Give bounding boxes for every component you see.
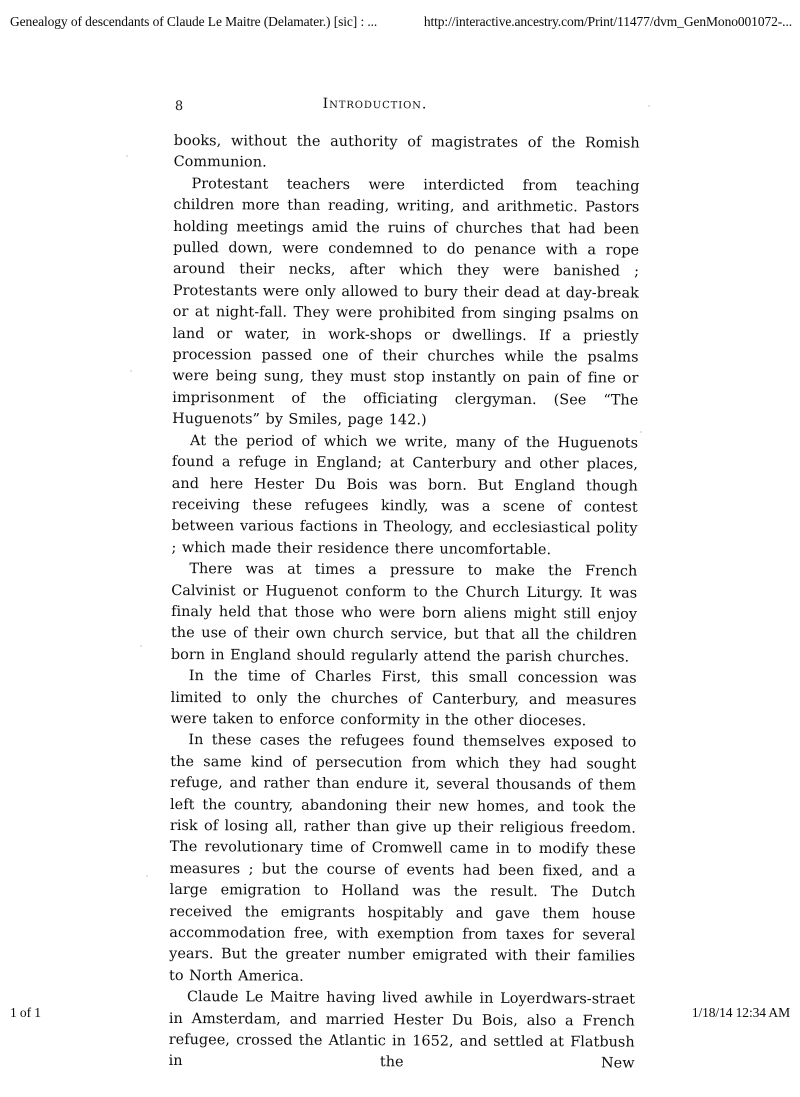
- page-folio-number: 8: [174, 99, 184, 115]
- print-header-document-title: Genealogy of descendants of Claude Le Maitre (Delamater.) [sic] : ...: [10, 14, 378, 29]
- print-footer-timestamp: 1/18/14 12:34 AM: [691, 1005, 790, 1020]
- paragraph: At the period of which we write, many of the Huguenots found a refuge in England; at Canterbury and other places, and here Hester Du Bois was born. But England though receiving these refugees kindly, was a scene of contest between various factions in Theology, and ecclesiastical polity ; which made their residence there uncomfortable.: [171, 432, 639, 558]
- paragraph: In these cases the refugees found themselves exposed to the same kind of persecution from which they had sought refuge, and rather than endure it, several thousands of them left the country, abandoning their new homes, and took the risk of losing all, rather than give up their religious freedom. The revolutionary time of Cromwell came in to modify these measures ; but the course of events had been fixed, and a large emigration to Holland was the result. The Dutch received the emigrants hospitably and gave them house accommodation free, with exemption from taxes for several years. But the greater number emigrated with their families to North America.: [169, 732, 637, 985]
- paragraph: There was at times a pressure to make the French Calvinist or Huguenot conform to the Church Liturgy. It was finaly held that those who were born aliens might still enjoy the use of their own church service, but that all the children born in England should regularly attend the parish churches.: [170, 561, 638, 666]
- scan-speck: [130, 370, 132, 372]
- print-header: [0, 14, 800, 34]
- scan-speck: [126, 155, 128, 157]
- page-body-text: [168, 131, 639, 1097]
- paragraph: In the time of Charles First, this small concession was limited to only the churches of Canterbury, and measures were taken to enforce conformity in the other dioceses.: [170, 668, 637, 730]
- running-head: [174, 95, 640, 124]
- paragraph: Claude Le Maitre having lived awhile in Loyerdwars-straet in Amsterdam, and married Hester Du Bois, also a French refugee, crossed the Atlantic in 1652, and settled at Flatbush in the New: [168, 989, 635, 1073]
- scan-speck: [640, 431, 642, 433]
- paragraph: Protestant teachers were interdicted from teaching children more than reading, writing, and arithmetic. Pastors holding meetings amid the ruins of churches that had been pulled down, were condemned to do penance with a rope around their necks, after which they were banished ; Protestants were only allowed to bury their dead at day-break or at night-fall. They were prohibited from singing psalms on land or water, in work-shops or dwellings. If a priestly procession passed one of their churches while the psalms were being sung, they must stop instantly on pain of fine or imprisonment of the officiating clergyman. (See “The Huguenots” by Smiles, page 142.): [172, 175, 640, 429]
- paragraph: books, without the authority of magistrates of the Romish Communion.: [173, 132, 640, 171]
- print-header-url: http://interactive.ancestry.com/Print/11477/dvm_GenMono001072-...: [423, 14, 792, 29]
- scan-speck: [648, 105, 650, 107]
- scan-speck: [146, 875, 148, 877]
- print-footer: [0, 1005, 800, 1025]
- print-footer-page-indicator: 1 of 1: [10, 1005, 41, 1020]
- scanned-text-block: [168, 95, 640, 1097]
- running-head-title: Introduction.: [322, 95, 428, 113]
- scan-speck: [140, 645, 142, 647]
